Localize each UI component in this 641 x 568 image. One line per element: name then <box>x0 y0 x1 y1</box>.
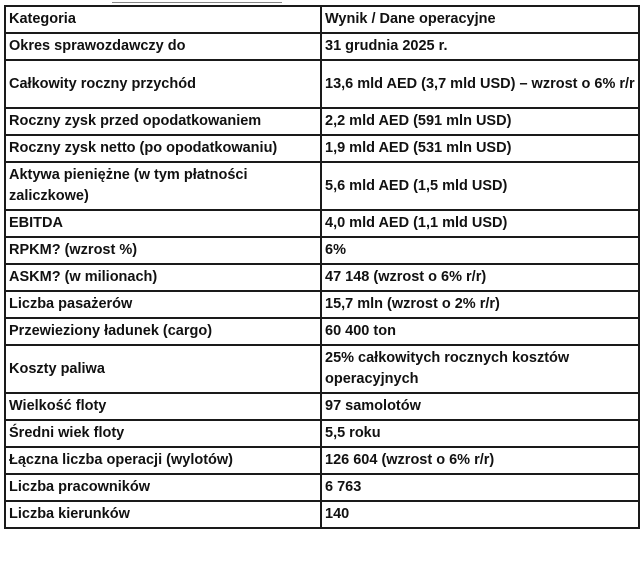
table-row <box>5 318 639 345</box>
category-cell: Łączna liczba operacji (wylotów) <box>5 447 321 474</box>
table-row <box>5 135 639 162</box>
value-cell: 31 grudnia 2025 r. <box>321 33 639 60</box>
value-cell: 140 <box>321 501 639 528</box>
category-cell: Wielkość floty <box>5 393 321 420</box>
category-cell: Liczba kierunków <box>5 501 321 528</box>
table-row <box>5 60 639 108</box>
category-cell: Całkowity roczny przychód <box>5 60 321 108</box>
value-cell: 6 763 <box>321 474 639 501</box>
category-cell: Roczny zysk netto (po opodatkowaniu) <box>5 135 321 162</box>
table-row <box>5 162 639 210</box>
value-cell: 47 148 (wzrost o 6% r/r) <box>321 264 639 291</box>
table-row <box>5 345 639 393</box>
table-row <box>5 237 639 264</box>
category-cell: EBITDA <box>5 210 321 237</box>
table-row <box>5 33 639 60</box>
value-cell: 97 samolotów <box>321 393 639 420</box>
table-row <box>5 264 639 291</box>
value-cell: 126 604 (wzrost o 6% r/r) <box>321 447 639 474</box>
category-cell: Koszty paliwa <box>5 345 321 393</box>
table-row <box>5 291 639 318</box>
financial-data-table <box>4 5 640 529</box>
category-cell: Przewieziony ładunek (cargo) <box>5 318 321 345</box>
table-row <box>5 420 639 447</box>
header-category-cell: Kategoria <box>5 6 321 33</box>
header-value-cell: Wynik / Dane operacyjne <box>321 6 639 33</box>
category-cell: Średni wiek floty <box>5 420 321 447</box>
table-row <box>5 393 639 420</box>
value-cell: 60 400 ton <box>321 318 639 345</box>
cropped-text-fragment <box>112 0 282 3</box>
table-row <box>5 501 639 528</box>
category-cell: Roczny zysk przed opodatkowaniem <box>5 108 321 135</box>
value-cell: 15,7 mln (wzrost o 2% r/r) <box>321 291 639 318</box>
category-cell: Liczba pasażerów <box>5 291 321 318</box>
table-row <box>5 210 639 237</box>
category-cell: RPKM? (wzrost %) <box>5 237 321 264</box>
value-cell: 1,9 mld AED (531 mln USD) <box>321 135 639 162</box>
cropped-previous-content <box>0 0 641 4</box>
table-row <box>5 108 639 135</box>
value-cell: 25% całkowitych rocznych kosztów operacyjnych <box>321 345 639 393</box>
table-header-row <box>5 6 639 33</box>
table-row <box>5 447 639 474</box>
value-cell: 4,0 mld AED (1,1 mld USD) <box>321 210 639 237</box>
value-cell: 5,5 roku <box>321 420 639 447</box>
table-row <box>5 474 639 501</box>
category-cell: Liczba pracowników <box>5 474 321 501</box>
value-cell: 5,6 mld AED (1,5 mld USD) <box>321 162 639 210</box>
value-cell: 6% <box>321 237 639 264</box>
value-cell: 2,2 mld AED (591 mln USD) <box>321 108 639 135</box>
category-cell: ASKM? (w milionach) <box>5 264 321 291</box>
category-cell: Aktywa pieniężne (w tym płatności zaliczkowe) <box>5 162 321 210</box>
value-cell: 13,6 mld AED (3,7 mld USD) – wzrost o 6% r/r <box>321 60 639 108</box>
category-cell: Okres sprawozdawczy do <box>5 33 321 60</box>
